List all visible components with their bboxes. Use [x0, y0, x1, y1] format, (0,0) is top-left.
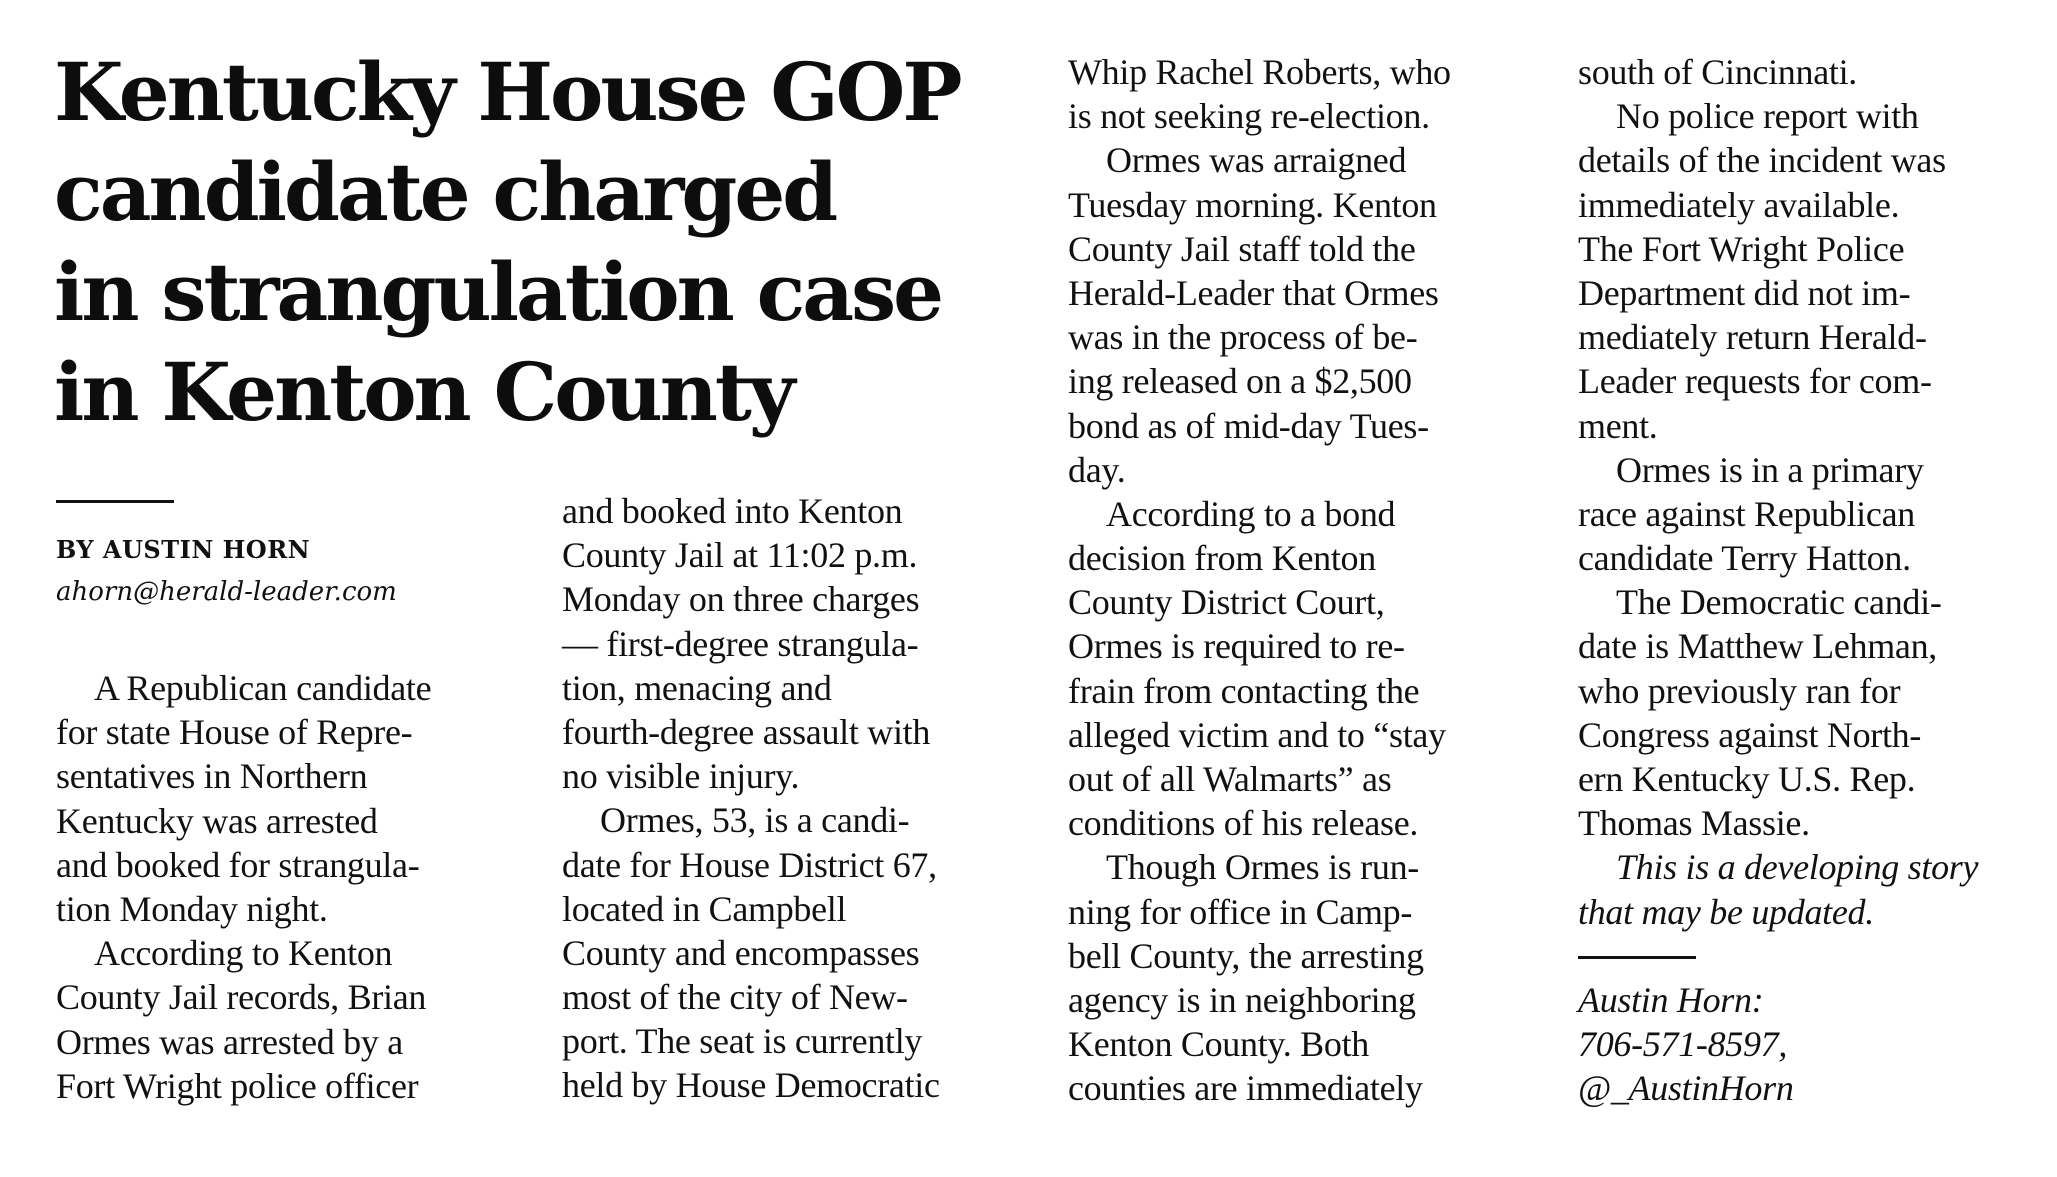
- signature-handle: @_AustinHorn: [1578, 1068, 1794, 1109]
- article-text-line: County Jail records, Brian: [56, 977, 427, 1018]
- article-text-line: County District Court,: [1068, 582, 1385, 623]
- article-text-line: Monday on three charges: [562, 579, 920, 620]
- article-text-line: Herald-Leader that Ormes: [1068, 272, 1439, 313]
- article-text-line: port. The seat is currently: [562, 1021, 923, 1062]
- article-text-line: frain from contacting the: [1068, 670, 1420, 711]
- article-text-line: mediately return Herald-: [1578, 317, 1927, 358]
- headline-line: candidate charged: [54, 145, 836, 239]
- article-text-line: for state House of Repre-: [56, 712, 413, 753]
- article-text-line: south of Cincinnati.: [1578, 52, 1857, 92]
- article-text-line: tion Monday night.: [56, 888, 328, 929]
- headline-line: Kentucky House GOP: [54, 45, 960, 139]
- headline: [54, 42, 1054, 442]
- signature-name: Austin Horn:: [1578, 980, 1764, 1020]
- article-text-line: tion, menacing and: [562, 667, 832, 708]
- article-text-line: decision from Kenton: [1068, 538, 1376, 579]
- article-text-line: counties are immediately: [1068, 1068, 1423, 1109]
- article-text-line: Congress against North-: [1578, 714, 1922, 755]
- article-column-3: [1068, 50, 1548, 1111]
- article-text-line: most of the city of New-: [562, 977, 908, 1018]
- headline-line: in strangulation case: [54, 245, 942, 339]
- article-text-line: No police report with: [1616, 96, 1919, 137]
- article-text-line: Whip Rachel Roberts, who: [1068, 52, 1451, 92]
- article-text-line: Fort Wright police officer: [56, 1065, 419, 1106]
- article-text-line: conditions of his release.: [1068, 803, 1419, 844]
- signature-phone: 706-571-8597,: [1578, 1024, 1788, 1065]
- article-text-line: County and encompasses: [562, 932, 920, 973]
- article-text-line: fourth-degree assault with: [562, 711, 931, 752]
- article-text-line: and booked for strangula-: [56, 844, 420, 885]
- article-text-line: and booked into Kenton: [562, 491, 903, 531]
- article-text-line: County Jail staff told the: [1068, 228, 1416, 269]
- article-text-line: This is a developing story: [1616, 847, 1979, 888]
- article-text-line: The Fort Wright Police: [1578, 228, 1905, 269]
- article-text-line: Tuesday morning. Kenton: [1068, 184, 1437, 225]
- article-text-line: Ormes was arrested by a: [56, 1021, 403, 1062]
- article-text-line: A Republican candidate: [94, 668, 432, 708]
- article-text-line: bond as of mid-day Tues-: [1068, 405, 1429, 446]
- article-column-1: [56, 666, 536, 1108]
- article-text-line: Department did not im-: [1578, 272, 1911, 313]
- article-text-line: candidate Terry Hatton.: [1578, 538, 1911, 579]
- article-text-line: ning for office in Camp-: [1068, 891, 1413, 932]
- article-text-line: Ormes was arraigned: [1106, 140, 1407, 181]
- article-text-line: Thomas Massie.: [1578, 803, 1810, 844]
- author-email: ahorn@herald-leader.com: [56, 577, 397, 607]
- article-text-line: Though Ormes is run-: [1106, 847, 1419, 888]
- article-text-line: County Jail at 11:02 p.m.: [562, 535, 918, 576]
- article-text-line: Kentucky was arrested: [56, 800, 378, 841]
- article-text-line: date is Matthew Lehman,: [1578, 626, 1937, 667]
- headline-line: in Kenton County: [54, 345, 793, 439]
- article-text-line: agency is in neighboring: [1068, 979, 1416, 1020]
- article-text-line: Leader requests for com-: [1578, 361, 1932, 402]
- article-text-line: sentatives in Northern: [56, 756, 368, 797]
- article-text-line: bell County, the arresting: [1068, 935, 1424, 976]
- signature-divider: [1578, 956, 1696, 959]
- article-text-line: — first-degree strangula-: [562, 623, 919, 664]
- article-text-line: immediately available.: [1578, 184, 1900, 225]
- article-text-line: located in Campbell: [562, 888, 847, 929]
- author-signature: [1578, 978, 1794, 1111]
- article-text-line: ern Kentucky U.S. Rep.: [1578, 759, 1916, 799]
- article-text-line: According to a bond: [1106, 493, 1396, 534]
- byline: BY AUSTIN HORN: [56, 535, 311, 564]
- article-text-line: date for House District 67,: [562, 844, 937, 885]
- article-text-line: was in the process of be-: [1068, 317, 1418, 358]
- article-text-line: ing released on a $2,500: [1068, 361, 1412, 402]
- article-text-line: Ormes, 53, is a candi-: [600, 800, 910, 841]
- article-text-line: no visible injury.: [562, 756, 800, 797]
- byline-divider: [56, 500, 174, 503]
- article-text-line: Ormes is required to re-: [1068, 626, 1405, 667]
- article-text-line: According to Kenton: [94, 933, 393, 974]
- article-text-line: is not seeking re-election.: [1068, 96, 1430, 137]
- article-text-line: ment.: [1578, 405, 1658, 446]
- article-text-line: held by House Democratic: [562, 1065, 940, 1106]
- article-text-line: race against Republican: [1578, 493, 1915, 534]
- article-text-line: who previously ran for: [1578, 670, 1901, 711]
- article-text-line: The Democratic candi-: [1616, 582, 1942, 623]
- article-column-4: [1578, 50, 2057, 934]
- article-column-2: [562, 489, 1042, 1108]
- article-text-line: Ormes is in a primary: [1616, 449, 1924, 490]
- article-text-line: alleged victim and to “stay: [1068, 714, 1446, 755]
- article-text-line: day.: [1068, 449, 1126, 490]
- article-text-line: out of all Walmarts” as: [1068, 759, 1392, 799]
- article-text-line: Kenton County. Both: [1068, 1024, 1369, 1065]
- article-text-line: details of the incident was: [1578, 140, 1946, 181]
- article-text-line: that may be updated.: [1578, 891, 1874, 932]
